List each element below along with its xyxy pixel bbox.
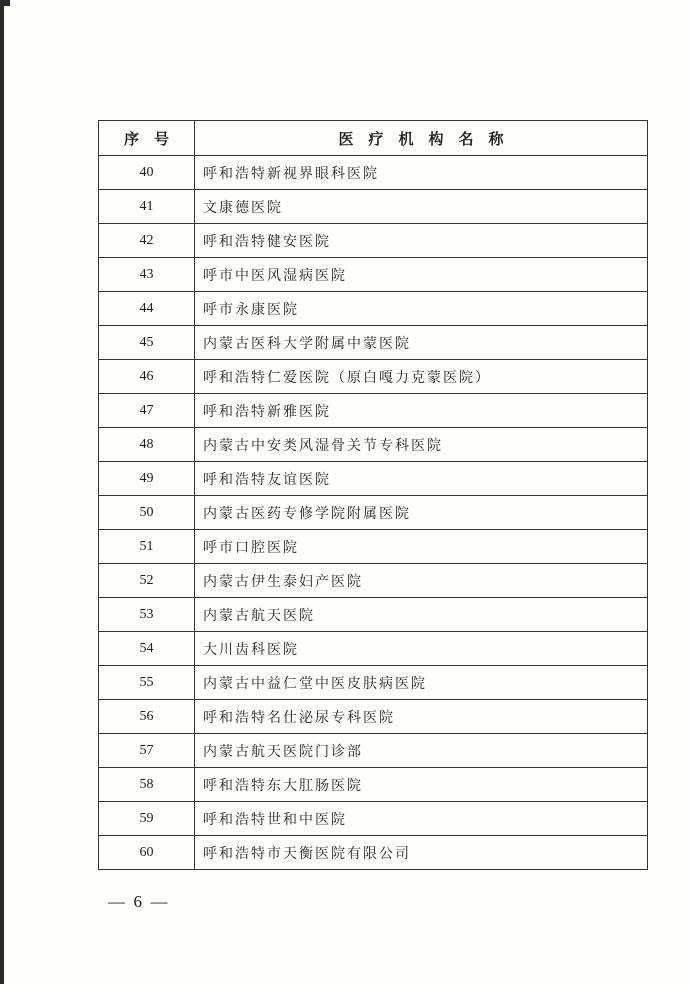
serial-number-cell: 54 [99, 632, 195, 666]
table-row [99, 292, 648, 326]
page-number: — 6 — [108, 892, 168, 911]
table-row [99, 428, 648, 462]
table-row [99, 360, 648, 394]
table-row [99, 258, 648, 292]
institution-name-cell: 内蒙古航天医院 [195, 598, 648, 632]
table-row [99, 530, 648, 564]
institution-name-cell: 呼和浩特世和中医院 [195, 802, 648, 836]
institution-name-cell: 呼和浩特新雅医院 [195, 394, 648, 428]
table-body [99, 156, 648, 870]
serial-number-cell: 40 [99, 156, 195, 190]
table-row [99, 836, 648, 870]
institution-name-cell: 呼和浩特东大肛肠医院 [195, 768, 648, 802]
serial-number-cell: 59 [99, 802, 195, 836]
table-row [99, 462, 648, 496]
serial-number-cell: 53 [99, 598, 195, 632]
institution-name-cell: 呼和浩特名仕泌尿专科医院 [195, 700, 648, 734]
serial-number-cell: 55 [99, 666, 195, 700]
table-row [99, 564, 648, 598]
serial-number-cell: 52 [99, 564, 195, 598]
institution-name-cell: 呼和浩特仁爱医院（原白嘎力克蒙医院） [195, 360, 648, 394]
serial-number-cell: 43 [99, 258, 195, 292]
institution-name-cell: 内蒙古中益仁堂中医皮肤病医院 [195, 666, 648, 700]
table-row [99, 224, 648, 258]
table-row [99, 700, 648, 734]
table-row [99, 598, 648, 632]
table-row [99, 802, 648, 836]
serial-number-cell: 46 [99, 360, 195, 394]
serial-number-cell: 44 [99, 292, 195, 326]
institution-name-cell: 内蒙古医药专修学院附属医院 [195, 496, 648, 530]
serial-number-cell: 47 [99, 394, 195, 428]
table-row [99, 666, 648, 700]
table-row [99, 156, 648, 190]
institution-name-cell: 呼和浩特健安医院 [195, 224, 648, 258]
header-serial-number: 序 号 [99, 121, 195, 156]
institution-name-cell: 内蒙古伊生泰妇产医院 [195, 564, 648, 598]
table-row [99, 768, 648, 802]
serial-number-cell: 45 [99, 326, 195, 360]
table-header-row [99, 121, 648, 156]
table-row [99, 190, 648, 224]
table-row [99, 632, 648, 666]
serial-number-cell: 57 [99, 734, 195, 768]
institution-name-cell: 呼市中医风湿病医院 [195, 258, 648, 292]
scan-corner-mark [0, 0, 10, 6]
institution-name-cell: 呼市口腔医院 [195, 530, 648, 564]
institution-name-cell: 内蒙古医科大学附属中蒙医院 [195, 326, 648, 360]
institution-name-cell: 呼和浩特新视界眼科医院 [195, 156, 648, 190]
serial-number-cell: 51 [99, 530, 195, 564]
serial-number-cell: 48 [99, 428, 195, 462]
serial-number-cell: 58 [99, 768, 195, 802]
scan-left-edge [0, 0, 4, 984]
serial-number-cell: 49 [99, 462, 195, 496]
institution-name-cell: 内蒙古航天医院门诊部 [195, 734, 648, 768]
institution-name-cell: 呼和浩特市天衡医院有限公司 [195, 836, 648, 870]
institution-name-cell: 内蒙古中安类风湿骨关节专科医院 [195, 428, 648, 462]
serial-number-cell: 42 [99, 224, 195, 258]
header-institution-name: 医 疗 机 构 名 称 [195, 121, 648, 156]
table-row [99, 496, 648, 530]
medical-institution-table [98, 120, 648, 870]
serial-number-cell: 50 [99, 496, 195, 530]
serial-number-cell: 41 [99, 190, 195, 224]
table-row [99, 394, 648, 428]
serial-number-cell: 60 [99, 836, 195, 870]
serial-number-cell: 56 [99, 700, 195, 734]
institution-name-cell: 文康德医院 [195, 190, 648, 224]
institution-name-cell: 呼市永康医院 [195, 292, 648, 326]
table-row [99, 734, 648, 768]
table-row [99, 326, 648, 360]
institution-name-cell: 大川齿科医院 [195, 632, 648, 666]
institution-name-cell: 呼和浩特友谊医院 [195, 462, 648, 496]
